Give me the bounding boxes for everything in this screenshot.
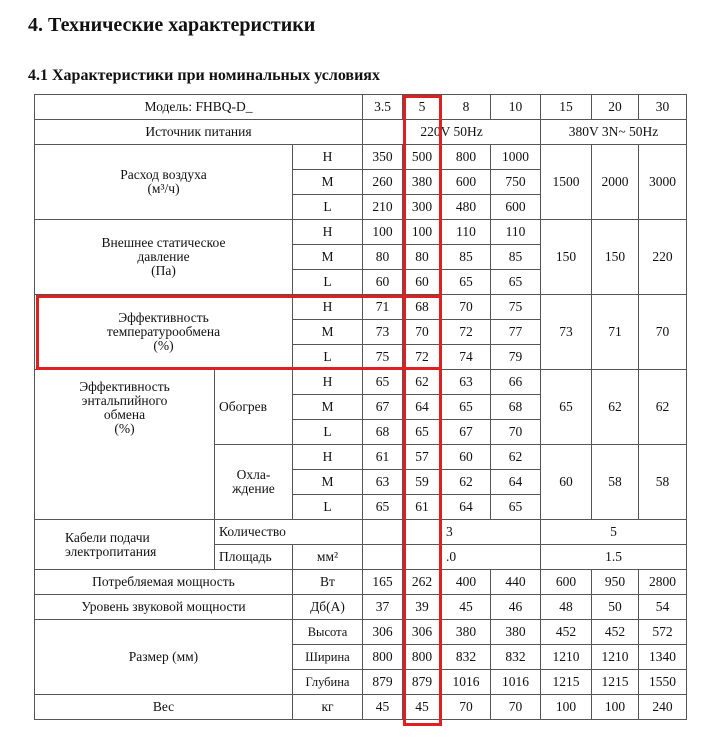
value-cell: 63: [363, 470, 403, 495]
value-cell: 1340: [639, 645, 687, 670]
pressure-label: [35, 220, 293, 295]
cooling-label-line: ждение: [232, 481, 275, 496]
value-cell: 67: [363, 395, 403, 420]
value-cell: 85: [491, 245, 541, 270]
value-cell: 70: [403, 320, 442, 345]
value-cell: 73: [541, 295, 592, 370]
value-cell: 1215: [592, 670, 639, 695]
value-cell: 45: [403, 695, 442, 720]
value-cell: 63: [442, 370, 491, 395]
model-label: Модель: FHBQ-D_: [35, 95, 363, 120]
value-cell: 68: [403, 295, 442, 320]
table-row: [35, 620, 687, 645]
weight-label: Вес: [35, 695, 293, 720]
level-cell: H: [293, 370, 363, 395]
table-row: [35, 370, 687, 395]
value-cell: 306: [363, 620, 403, 645]
value-cell: 1210: [541, 645, 592, 670]
cable-area-big: 1.5: [541, 545, 687, 570]
value-cell: 220: [639, 220, 687, 295]
value-cell: 165: [363, 570, 403, 595]
value-cell: 1210: [592, 645, 639, 670]
table-row: [35, 520, 687, 545]
value-cell: 2800: [639, 570, 687, 595]
value-cell: 66: [491, 370, 541, 395]
value-cell: 452: [541, 620, 592, 645]
value-cell: 65: [403, 420, 442, 445]
value-cell: 48: [541, 595, 592, 620]
value-cell: 100: [592, 695, 639, 720]
dim-label: Высота: [293, 620, 363, 645]
value-cell: 3000: [639, 145, 687, 220]
model-cell: 15: [541, 95, 592, 120]
value-cell: 210: [363, 195, 403, 220]
value-cell: 800: [442, 145, 491, 170]
value-cell: 65: [491, 495, 541, 520]
value-cell: 85: [442, 245, 491, 270]
level-cell: M: [293, 320, 363, 345]
cable-area-unit: мм²: [293, 545, 363, 570]
value-cell: 61: [403, 495, 442, 520]
value-cell: 80: [403, 245, 442, 270]
value-cell: 67: [442, 420, 491, 445]
power-source-three: 380V 3N~ 50Hz: [541, 120, 687, 145]
level-cell: L: [293, 345, 363, 370]
value-cell: 62: [442, 470, 491, 495]
value-cell: 600: [442, 170, 491, 195]
spec-table-body: [35, 95, 687, 720]
cables-label: [35, 520, 215, 570]
value-cell: 2000: [592, 145, 639, 220]
model-cell: 5: [403, 95, 442, 120]
pressure-label-line: Внешнее статическое: [101, 235, 226, 250]
enthalpy-label-line: обмена: [103, 407, 146, 422]
value-cell: 45: [363, 695, 403, 720]
model-cell: 30: [639, 95, 687, 120]
value-cell: 950: [592, 570, 639, 595]
spec-table: [34, 94, 687, 720]
value-cell: 62: [403, 370, 442, 395]
cooling-label-line: Охла-: [236, 467, 271, 482]
value-cell: 300: [403, 195, 442, 220]
temp-eff-label-line: Эффективность: [118, 310, 209, 325]
value-cell: 1550: [639, 670, 687, 695]
cables-label-line: электропитания: [65, 543, 157, 559]
level-cell: H: [293, 445, 363, 470]
table-row: [35, 95, 687, 120]
value-cell: 60: [442, 445, 491, 470]
value-cell: 64: [442, 495, 491, 520]
value-cell: 572: [639, 620, 687, 645]
value-cell: 74: [442, 345, 491, 370]
value-cell: 65: [491, 270, 541, 295]
value-cell: 150: [592, 220, 639, 295]
value-cell: 240: [639, 695, 687, 720]
value-cell: 500: [403, 145, 442, 170]
value-cell: 1215: [541, 670, 592, 695]
cable-count-big: 5: [541, 520, 687, 545]
value-cell: 800: [363, 645, 403, 670]
value-cell: 70: [639, 295, 687, 370]
value-cell: 68: [491, 395, 541, 420]
dim-label: Глубина: [293, 670, 363, 695]
value-cell: 70: [442, 295, 491, 320]
level-cell: M: [293, 395, 363, 420]
model-cell: 3.5: [363, 95, 403, 120]
value-cell: 100: [403, 220, 442, 245]
value-cell: 1016: [491, 670, 541, 695]
value-cell: 77: [491, 320, 541, 345]
level-cell: M: [293, 245, 363, 270]
value-cell: 110: [442, 220, 491, 245]
level-cell: L: [293, 420, 363, 445]
power-source-single: 220V 50Hz: [363, 120, 541, 145]
value-cell: 832: [442, 645, 491, 670]
value-cell: 380: [442, 620, 491, 645]
value-cell: 72: [442, 320, 491, 345]
value-cell: 800: [403, 645, 442, 670]
pressure-label-line: давление: [137, 249, 190, 264]
value-cell: 1500: [541, 145, 592, 220]
power-unit: Вт: [293, 570, 363, 595]
value-cell: 60: [541, 445, 592, 520]
temp-eff-label: [35, 295, 293, 370]
table-row: [35, 145, 687, 170]
value-cell: 440: [491, 570, 541, 595]
value-cell: [363, 545, 403, 570]
model-cell: 20: [592, 95, 639, 120]
value-cell: 879: [403, 670, 442, 695]
value-cell: 73: [363, 320, 403, 345]
value-cell: 150: [541, 220, 592, 295]
value-cell: 832: [491, 645, 541, 670]
value-cell: 50: [592, 595, 639, 620]
value-cell: 64: [491, 470, 541, 495]
size-label: Размер (мм): [35, 620, 293, 695]
value-cell: 80: [363, 245, 403, 270]
level-cell: L: [293, 195, 363, 220]
section-title: 4. Технические характеристики: [28, 14, 316, 36]
heating-label: Обогрев: [215, 370, 293, 445]
cable-count-label: Количество: [215, 520, 363, 545]
value-cell: 72: [403, 345, 442, 370]
enthalpy-label-line: (%): [114, 421, 135, 436]
value-cell: 54: [639, 595, 687, 620]
enthalpy-label-line: Эффективность: [79, 379, 170, 394]
value-cell: 1000: [491, 145, 541, 170]
pressure-label-line: (Па): [151, 263, 176, 278]
air-flow-label: [35, 145, 293, 220]
level-cell: H: [293, 145, 363, 170]
enthalpy-label: [35, 370, 215, 520]
table-row: [35, 120, 687, 145]
value-cell: 380: [491, 620, 541, 645]
table-row: [35, 695, 687, 720]
value-cell: 65: [442, 395, 491, 420]
value-cell: [403, 520, 442, 545]
value-cell: 61: [363, 445, 403, 470]
value-cell: 65: [442, 270, 491, 295]
value-cell: 79: [491, 345, 541, 370]
power-label: Потребляемая мощность: [35, 570, 293, 595]
value-cell: 65: [363, 370, 403, 395]
value-cell: 75: [491, 295, 541, 320]
value-cell: 68: [363, 420, 403, 445]
value-cell: 1016: [442, 670, 491, 695]
cable-area-small: .0: [442, 545, 541, 570]
air-flow-unit: (м³/ч): [147, 181, 180, 196]
value-cell: [403, 545, 442, 570]
value-cell: 45: [442, 595, 491, 620]
air-flow-title: Расход воздуха: [120, 167, 207, 182]
value-cell: 59: [403, 470, 442, 495]
model-cell: 8: [442, 95, 491, 120]
value-cell: 350: [363, 145, 403, 170]
value-cell: 57: [403, 445, 442, 470]
value-cell: 62: [592, 370, 639, 445]
temp-eff-label-line: температурообмена: [106, 324, 221, 339]
value-cell: 70: [491, 695, 541, 720]
value-cell: 600: [541, 570, 592, 595]
cable-count-small: 3: [442, 520, 541, 545]
value-cell: 62: [491, 445, 541, 470]
value-cell: 110: [491, 220, 541, 245]
value-cell: 58: [592, 445, 639, 520]
value-cell: 58: [639, 445, 687, 520]
value-cell: 39: [403, 595, 442, 620]
value-cell: 37: [363, 595, 403, 620]
value-cell: 65: [541, 370, 592, 445]
cable-area-label: Площадь: [215, 545, 293, 570]
noise-label: Уровень звуковой мощности: [35, 595, 293, 620]
value-cell: 750: [491, 170, 541, 195]
value-cell: 62: [639, 370, 687, 445]
enthalpy-label-line: энтальпийного: [81, 393, 168, 408]
power-source-label: Источник питания: [35, 120, 363, 145]
value-cell: 452: [592, 620, 639, 645]
value-cell: 262: [403, 570, 442, 595]
noise-unit: Дб(А): [293, 595, 363, 620]
table-row: [35, 595, 687, 620]
weight-unit: кг: [293, 695, 363, 720]
model-cell: 10: [491, 95, 541, 120]
value-cell: 70: [491, 420, 541, 445]
level-cell: M: [293, 470, 363, 495]
table-row: [35, 220, 687, 245]
value-cell: 380: [403, 170, 442, 195]
level-cell: L: [293, 495, 363, 520]
level-cell: L: [293, 270, 363, 295]
value-cell: 60: [403, 270, 442, 295]
level-cell: H: [293, 220, 363, 245]
value-cell: 100: [363, 220, 403, 245]
value-cell: 600: [491, 195, 541, 220]
level-cell: M: [293, 170, 363, 195]
value-cell: 100: [541, 695, 592, 720]
value-cell: 71: [363, 295, 403, 320]
subsection-title: 4.1 Характеристики при номинальных условиях: [28, 67, 380, 84]
temp-eff-label-line: (%): [153, 338, 174, 353]
value-cell: 70: [442, 695, 491, 720]
table-row: [35, 295, 687, 320]
value-cell: 71: [592, 295, 639, 370]
value-cell: 260: [363, 170, 403, 195]
cables-label-line: Кабели подачи: [65, 529, 150, 545]
value-cell: 400: [442, 570, 491, 595]
value-cell: 480: [442, 195, 491, 220]
cooling-label: [215, 445, 293, 520]
value-cell: 879: [363, 670, 403, 695]
dim-label: Ширина: [293, 645, 363, 670]
value-cell: [363, 520, 403, 545]
value-cell: 60: [363, 270, 403, 295]
value-cell: 64: [403, 395, 442, 420]
table-row: [35, 570, 687, 595]
value-cell: 75: [363, 345, 403, 370]
value-cell: 46: [491, 595, 541, 620]
level-cell: H: [293, 295, 363, 320]
value-cell: 306: [403, 620, 442, 645]
value-cell: 65: [363, 495, 403, 520]
